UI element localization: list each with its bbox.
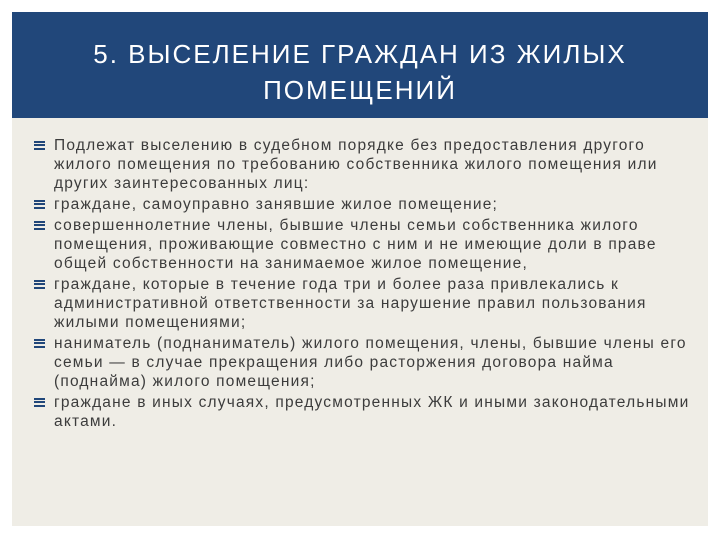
bullet-item-3 bbox=[34, 216, 694, 273]
bullet-list bbox=[34, 136, 694, 433]
bullet-item-2 bbox=[34, 195, 694, 214]
list-lines-icon bbox=[34, 221, 45, 230]
bullet-text-3: совершеннолетние члены, бывшие члены семьи собственника жилого помещения, проживающие совместно с ним и не имеющие доли в праве общей собственности на занимаемое жилое помещение, bbox=[54, 217, 657, 272]
bullet-item-4 bbox=[34, 275, 694, 332]
slide-title bbox=[12, 36, 708, 108]
bullet-text-4: граждане, которые в течение года три и более раза привлекались к административной ответственности за нарушение правил пользования жилыми помещениями; bbox=[54, 276, 647, 331]
list-lines-icon bbox=[34, 200, 45, 209]
bullet-text-1: Подлежат выселению в судебном порядке без предоставления другого жилого помещения по требованию собственника жилого помещения или других заинтересованных лиц: bbox=[54, 137, 658, 192]
slide-title-line-2: ПОМЕЩЕНИЙ bbox=[263, 75, 457, 105]
slide bbox=[12, 12, 708, 526]
list-lines-icon bbox=[34, 141, 45, 150]
bullet-text-6: граждане в иных случаях, предусмотренных ЖК и иными законодательными актами. bbox=[54, 394, 690, 430]
title-bar bbox=[12, 12, 708, 118]
list-lines-icon bbox=[34, 280, 45, 289]
bullet-item-1 bbox=[34, 136, 694, 193]
bullet-text-2: граждане, самоуправно занявшие жилое помещение; bbox=[54, 196, 499, 213]
bullet-item-5 bbox=[34, 334, 694, 391]
list-lines-icon bbox=[34, 398, 45, 407]
list-lines-icon bbox=[34, 339, 45, 348]
bullet-text-5: наниматель (поднаниматель) жилого помещения, члены, бывшие члены его семьи — в случае прекращения либо расторжения договора найма (поднайма) жилого помещения; bbox=[54, 335, 687, 390]
slide-title-line-1: 5. ВЫСЕЛЕНИЕ ГРАЖДАН ИЗ ЖИЛЫХ bbox=[93, 39, 627, 69]
bullet-item-6 bbox=[34, 393, 694, 431]
